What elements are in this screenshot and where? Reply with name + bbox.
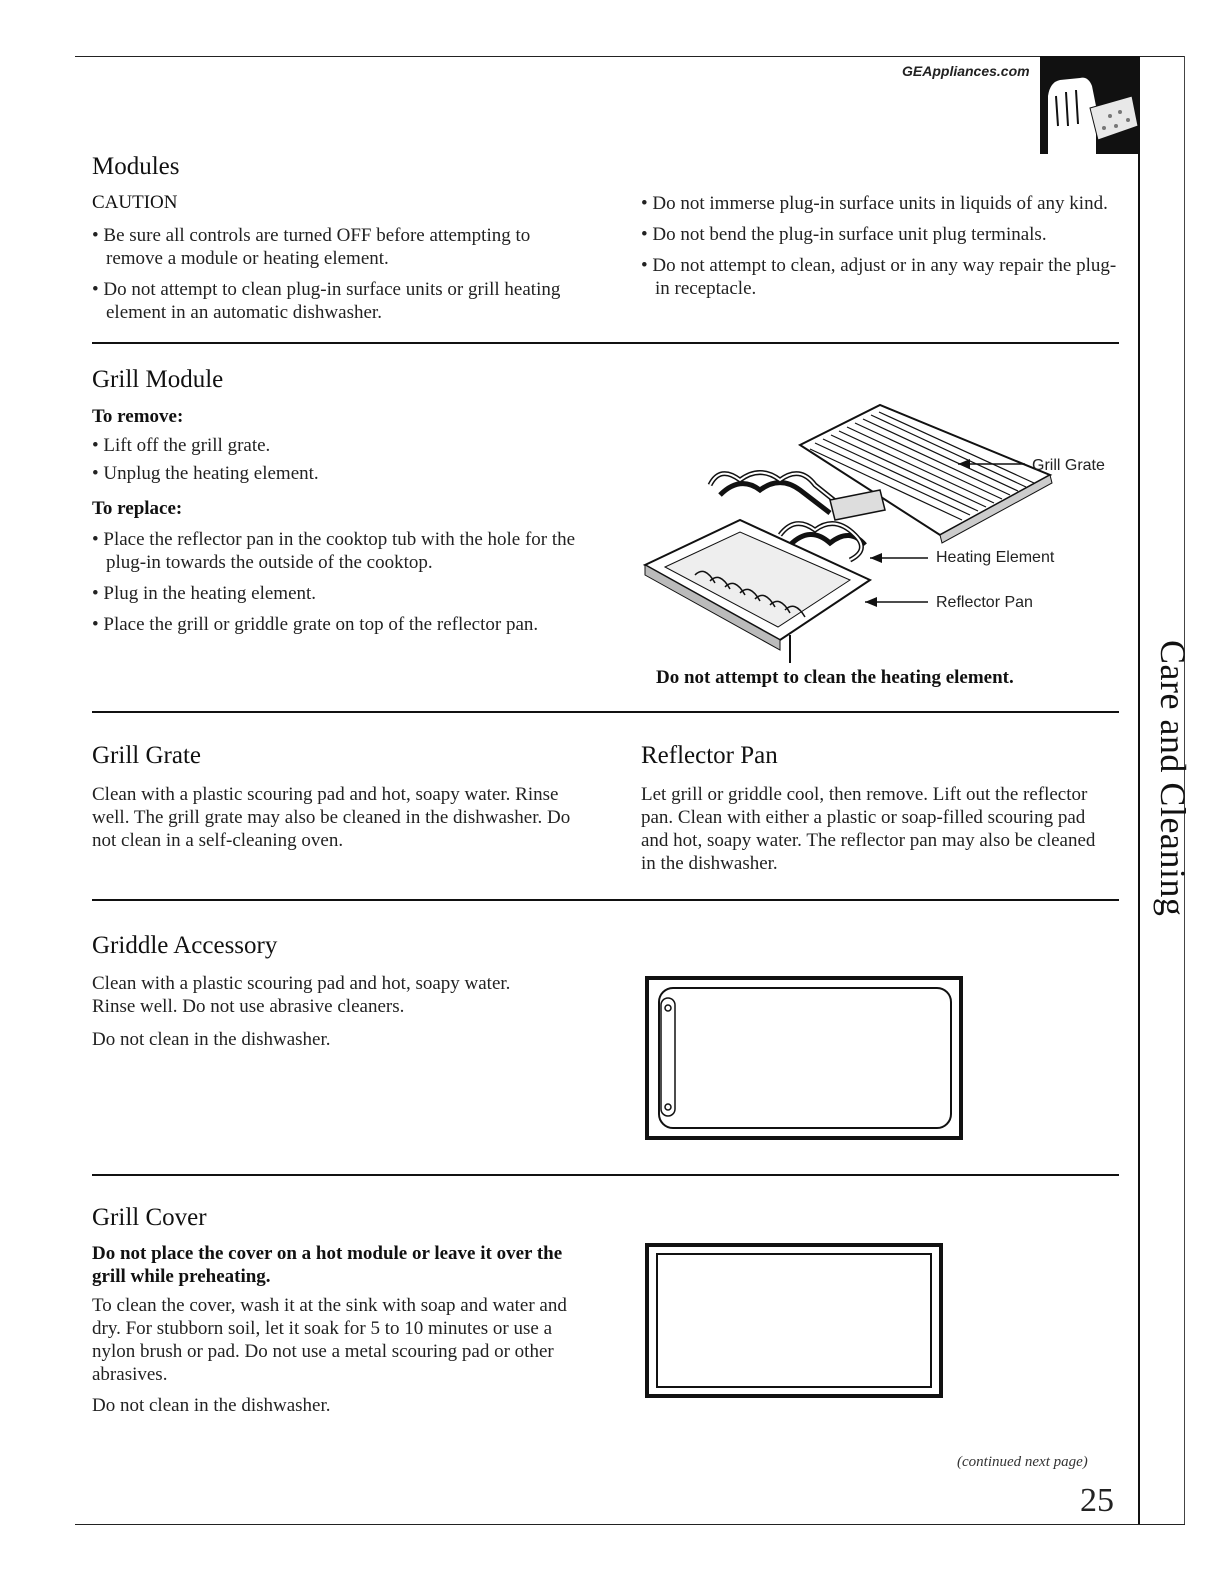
- site-url: GEAppliances.com: [902, 63, 1030, 79]
- list-item: • Do not immerse plug-in surface units in liquids of any kind.: [641, 192, 1121, 215]
- griddle-text-2: Do not clean in the dishwasher.: [92, 1029, 331, 1050]
- grill-module-title: Grill Module: [92, 366, 224, 393]
- section-divider: [92, 1174, 1119, 1176]
- list-item: • Plug in the heating element.: [92, 582, 592, 605]
- grill-cover-title: Grill Cover: [92, 1204, 207, 1231]
- list-item: • Lift off the grill grate.: [92, 434, 592, 457]
- right-frame: [1138, 56, 1140, 1525]
- section-divider: [92, 711, 1119, 713]
- modules-title: Modules: [92, 153, 180, 180]
- grill-cover-text-1: To clean the cover, wash it at the sink with soap and water and dry. For stubborn soil, let it soak for 5 to 10 minutes or use a nylon brush or pad. Do not use a metal scouring pad or other abrasives.: [92, 1295, 567, 1385]
- list-item: • Do not attempt to clean, adjust or in any way repair the plug-in receptacle.: [641, 254, 1121, 300]
- page-number: 25: [1080, 1482, 1114, 1519]
- grill-cover-warning: Do not place the cover on a hot module or leave it over the grill while preheating.: [92, 1243, 563, 1287]
- continued-note: (continued next page): [957, 1454, 1088, 1470]
- grill-module-diagram: [640, 395, 1120, 665]
- grill-grate-callout: Grill Grate: [1032, 457, 1105, 474]
- cleaning-hand-icon: [1040, 56, 1140, 154]
- section-divider: [92, 342, 1119, 344]
- reflector-pan-title: Reflector Pan: [641, 742, 778, 769]
- heating-element-callout: Heating Element: [936, 549, 1055, 566]
- grill-grate-text: Clean with a plastic scouring pad and hot, soapy water. Rinse well. The grill grate may also be cleaned in the dishwasher. Do not clean in a self-cleaning oven.: [92, 784, 571, 851]
- list-item: • Unplug the heating element.: [92, 462, 592, 485]
- griddle-illustration: [645, 976, 963, 1140]
- list-item: • Do not bend the plug-in surface unit plug terminals.: [641, 223, 1121, 246]
- side-tab-label: Care and Cleaning: [1153, 640, 1193, 917]
- section-divider: [92, 899, 1119, 901]
- modules-bullets-left: [92, 224, 582, 332]
- griddle-text-1: Clean with a plastic scouring pad and hot, soapy water. Rinse well. Do not use abrasive cleaners.: [92, 973, 511, 1017]
- caution-label: CAUTION: [92, 192, 178, 213]
- heating-element-warning: Do not attempt to clean the heating element.: [656, 667, 1014, 688]
- replace-bullets: [92, 528, 592, 644]
- remove-heading: To remove:: [92, 406, 184, 427]
- remove-bullets: [92, 434, 592, 490]
- top-rule: [75, 56, 1185, 57]
- bottom-rule: [75, 1524, 1185, 1525]
- list-item: • Do not attempt to clean plug-in surface units or grill heating element in an automatic dishwasher.: [92, 278, 582, 324]
- list-item: • Be sure all controls are turned OFF before attempting to remove a module or heating element.: [92, 224, 582, 270]
- grill-grate-title: Grill Grate: [92, 742, 201, 769]
- reflector-pan-callout: Reflector Pan: [936, 594, 1033, 611]
- reflector-pan-text: Let grill or griddle cool, then remove. Lift out the reflector pan. Clean with either a plastic or soap-filled scouring pad and hot, soapy water. The reflector pan may also be cleaned in the dishwasher.: [641, 784, 1096, 874]
- modules-bullets-right: [641, 192, 1121, 308]
- grill-cover-illustration: [645, 1243, 943, 1398]
- replace-heading: To replace:: [92, 498, 183, 519]
- grill-cover-text-2: Do not clean in the dishwasher.: [92, 1395, 331, 1416]
- list-item: • Place the grill or griddle grate on top of the reflector pan.: [92, 613, 592, 636]
- list-item: • Place the reflector pan in the cooktop tub with the hole for the plug-in towards the outside of the cooktop.: [92, 528, 592, 574]
- griddle-title: Griddle Accessory: [92, 932, 278, 959]
